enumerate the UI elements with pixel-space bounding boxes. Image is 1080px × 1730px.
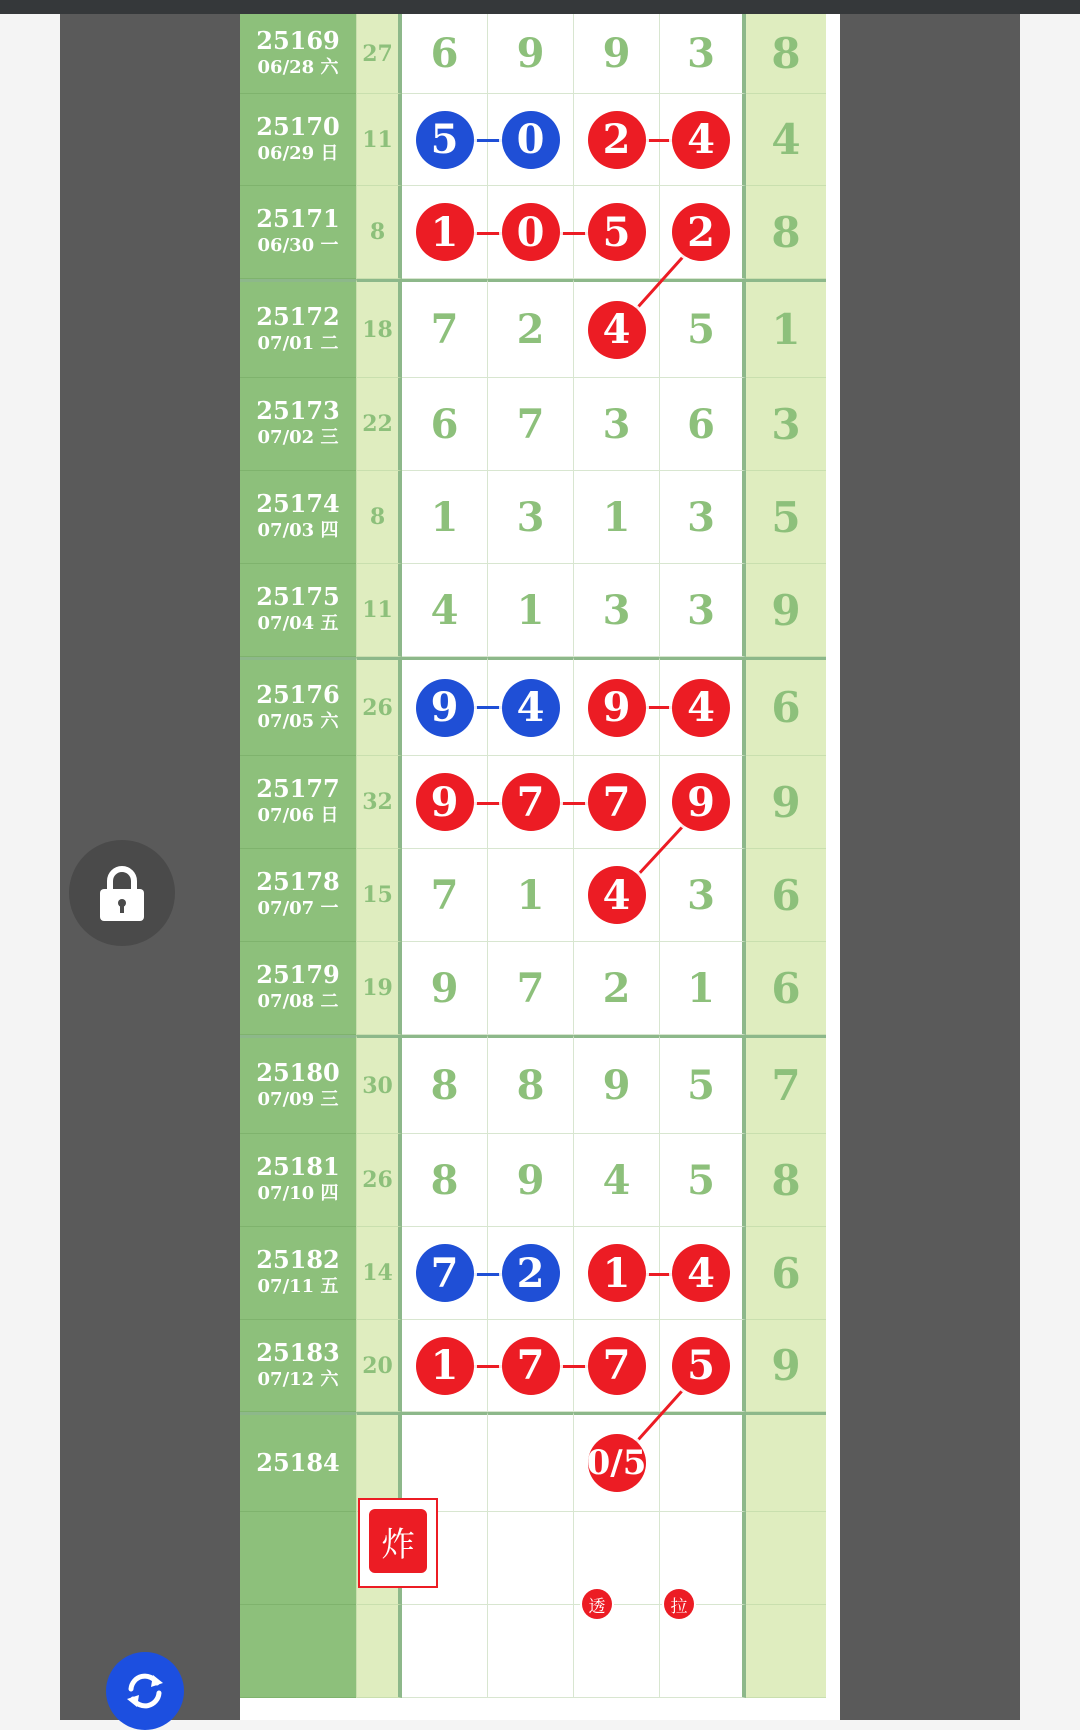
issue-number: 25173 xyxy=(256,396,340,425)
digit-cell xyxy=(402,1134,488,1227)
highlight-ball: 7 xyxy=(588,1337,646,1395)
link-line xyxy=(560,1365,588,1368)
draw-row xyxy=(240,378,840,471)
draw-row xyxy=(240,942,840,1035)
digit-cell xyxy=(660,657,746,756)
digit-cell xyxy=(574,1134,660,1227)
tail-cell: 8 xyxy=(746,14,826,94)
issue-cell xyxy=(240,1320,356,1412)
issue-cell xyxy=(240,1412,356,1512)
bomb-label: 炸 xyxy=(369,1509,427,1573)
digit-cell xyxy=(488,1512,574,1605)
digit: 3 xyxy=(516,493,545,541)
link-line xyxy=(560,802,588,805)
digit: 2 xyxy=(516,306,545,353)
draw-row xyxy=(240,756,840,849)
digit: 4 xyxy=(602,1156,631,1204)
digit-cell xyxy=(488,849,574,942)
top-status-bar xyxy=(0,0,1080,14)
link-line xyxy=(474,1365,502,1368)
issue-number: 25183 xyxy=(256,1337,340,1367)
sum-cell: 8 xyxy=(356,186,402,279)
highlight-ball: 4 xyxy=(588,301,646,359)
digit-cell xyxy=(402,942,488,1035)
highlight-ball: 2 xyxy=(502,1244,560,1302)
issue-number: 25184 xyxy=(256,1448,340,1477)
digit: 1 xyxy=(602,493,631,541)
digit: 8 xyxy=(430,1062,459,1109)
sum-cell: 18 xyxy=(356,279,402,378)
link-line xyxy=(474,232,502,235)
digit: 1 xyxy=(687,964,715,1012)
digit-cell xyxy=(488,1412,574,1512)
highlight-ball: 7 xyxy=(416,1244,474,1302)
link-line xyxy=(474,1273,502,1276)
highlight-ball: 4 xyxy=(672,679,730,737)
issue-number: 25171 xyxy=(256,204,340,233)
sum-cell xyxy=(356,1412,402,1512)
digit-cell xyxy=(488,564,574,657)
draw-row xyxy=(240,564,840,657)
digit: 1 xyxy=(430,493,459,541)
digit: 4 xyxy=(430,586,459,634)
digit: 6 xyxy=(430,400,459,448)
digit: 5 xyxy=(687,1062,715,1109)
issue-date: 07/09 三 xyxy=(257,1088,339,1110)
issue-number: 25176 xyxy=(256,679,340,709)
digit: 9 xyxy=(602,30,631,77)
draw-row xyxy=(240,849,840,942)
digit: 5 xyxy=(687,1156,715,1204)
digit-cell xyxy=(660,378,746,471)
lock-icon xyxy=(96,863,148,923)
digit: 3 xyxy=(687,30,715,77)
issue-number: 25181 xyxy=(256,1152,340,1181)
issue-cell xyxy=(240,94,356,186)
issue-date: 07/11 五 xyxy=(257,1276,339,1297)
issue-date: 07/01 二 xyxy=(257,332,339,354)
digit: 8 xyxy=(516,1062,545,1109)
sum-cell: 27 xyxy=(356,14,402,94)
issue-number: 25169 xyxy=(256,25,340,55)
tail-cell: 1 xyxy=(746,279,826,378)
highlight-ball: 0 xyxy=(502,203,560,261)
sum-cell: 14 xyxy=(356,1227,402,1320)
tail-cell xyxy=(746,1412,826,1512)
digit-cell xyxy=(488,1134,574,1227)
digit-cell xyxy=(574,471,660,564)
issue-date: 07/08 二 xyxy=(257,991,339,1012)
draw-row xyxy=(240,1227,840,1320)
digit: 9 xyxy=(516,30,545,77)
issue-number: 25178 xyxy=(256,867,340,896)
tail-cell: 6 xyxy=(746,942,826,1035)
digit: 7 xyxy=(516,964,545,1012)
tail-cell xyxy=(746,1512,826,1605)
link-line xyxy=(646,706,674,709)
issue-cell xyxy=(240,378,356,471)
sum-cell: 11 xyxy=(356,564,402,657)
draw-row xyxy=(240,14,840,94)
digit: 1 xyxy=(516,586,545,634)
issue-number: 25174 xyxy=(256,489,340,518)
link-line xyxy=(646,1273,674,1276)
digit-cell xyxy=(574,1605,660,1698)
digit-cell xyxy=(488,942,574,1035)
digit-cell xyxy=(402,1035,488,1134)
draw-row xyxy=(240,657,840,756)
digit-cell xyxy=(660,14,746,94)
issue-date: 06/30 一 xyxy=(257,235,339,256)
draw-row xyxy=(240,1320,840,1412)
digit: 3 xyxy=(687,871,715,919)
highlight-ball: 5 xyxy=(588,203,646,261)
highlight-ball: 4 xyxy=(672,1244,730,1302)
digit: 7 xyxy=(430,871,459,919)
digit-cell xyxy=(660,1035,746,1134)
issue-date: 06/28 六 xyxy=(257,56,339,78)
link-line xyxy=(646,139,674,142)
digit-cell xyxy=(402,471,488,564)
issue-cell xyxy=(240,756,356,849)
highlight-ball: 7 xyxy=(588,773,646,831)
digit-cell xyxy=(574,564,660,657)
issue-cell xyxy=(240,564,356,657)
highlight-ball: 9 xyxy=(416,773,474,831)
issue-date: 07/07 一 xyxy=(257,898,339,919)
sum-cell: 26 xyxy=(356,1134,402,1227)
lock-button[interactable] xyxy=(69,840,175,946)
digit: 5 xyxy=(687,306,715,353)
issue-number: 25179 xyxy=(256,960,340,989)
digit-cell xyxy=(660,564,746,657)
highlight-ball: 7 xyxy=(502,773,560,831)
digit: 1 xyxy=(516,871,545,919)
tail-cell: 8 xyxy=(746,1134,826,1227)
highlight-ball: 1 xyxy=(588,1244,646,1302)
sum-cell: 32 xyxy=(356,756,402,849)
digit-cell xyxy=(488,14,574,94)
draw-row xyxy=(240,1512,840,1605)
sum-cell: 20 xyxy=(356,1320,402,1412)
digit: 9 xyxy=(602,1062,631,1109)
tail-cell: 4 xyxy=(746,94,826,186)
issue-cell xyxy=(240,1227,356,1320)
draw-row xyxy=(240,1134,840,1227)
highlight-ball: 4 xyxy=(588,866,646,924)
digit-cell xyxy=(660,942,746,1035)
digit: 3 xyxy=(687,493,715,541)
digit-cell xyxy=(574,1035,660,1134)
trend-chart-board xyxy=(240,14,840,1720)
highlight-ball: 1 xyxy=(416,1337,474,1395)
tail-cell: 7 xyxy=(746,1035,826,1134)
highlight-ball: 5 xyxy=(416,111,474,169)
issue-number: 25180 xyxy=(256,1057,340,1087)
draw-row xyxy=(240,94,840,186)
la-tag[interactable]: 拉 xyxy=(664,1589,694,1619)
issue-date: 07/05 六 xyxy=(257,710,339,732)
issue-date: 07/04 五 xyxy=(257,613,339,634)
link-line xyxy=(560,232,588,235)
highlight-ball: 0 xyxy=(502,111,560,169)
tail-cell: 9 xyxy=(746,756,826,849)
digit-cell xyxy=(488,1605,574,1698)
draw-row xyxy=(240,471,840,564)
sum-cell xyxy=(356,1605,402,1698)
issue-date: 07/03 四 xyxy=(257,520,339,541)
refresh-button[interactable] xyxy=(106,1652,184,1730)
digit-cell xyxy=(660,849,746,942)
digit-cell xyxy=(402,564,488,657)
digit-cell xyxy=(660,1134,746,1227)
digit-cell xyxy=(402,378,488,471)
issue-cell xyxy=(240,1512,356,1605)
digit: 7 xyxy=(430,306,459,353)
digit: 8 xyxy=(430,1156,459,1204)
digit-cell xyxy=(660,471,746,564)
issue-date: 07/06 日 xyxy=(257,805,339,826)
sum-cell: 26 xyxy=(356,657,402,756)
tail-cell: 9 xyxy=(746,564,826,657)
prediction-ball[interactable]: 0/5 xyxy=(588,1434,646,1492)
digit-cell xyxy=(660,279,746,378)
draw-row xyxy=(240,1605,840,1698)
issue-date: 07/10 四 xyxy=(257,1183,339,1204)
draw-row xyxy=(240,279,840,378)
digit: 3 xyxy=(602,586,631,634)
highlight-ball: 7 xyxy=(502,1337,560,1395)
highlight-ball: 4 xyxy=(502,679,560,737)
issue-number: 25177 xyxy=(256,774,340,803)
tail-cell: 6 xyxy=(746,849,826,942)
digit-cell xyxy=(660,1412,746,1512)
tail-cell: 8 xyxy=(746,186,826,279)
sum-cell: 15 xyxy=(356,849,402,942)
tail-cell xyxy=(746,1605,826,1698)
digit-cell xyxy=(574,14,660,94)
tail-cell: 9 xyxy=(746,1320,826,1412)
digit-cell xyxy=(402,14,488,94)
digit-cell xyxy=(574,942,660,1035)
tail-cell: 6 xyxy=(746,657,826,756)
issue-number: 25170 xyxy=(256,111,340,141)
link-line xyxy=(474,802,502,805)
highlight-ball: 9 xyxy=(588,679,646,737)
tail-cell: 6 xyxy=(746,1227,826,1320)
issue-cell xyxy=(240,1035,356,1134)
highlight-ball: 5 xyxy=(672,1337,730,1395)
tail-cell: 5 xyxy=(746,471,826,564)
digit-cell xyxy=(402,849,488,942)
issue-cell xyxy=(240,657,356,756)
sum-cell: 22 xyxy=(356,378,402,471)
digit-cell xyxy=(574,378,660,471)
sum-cell: 30 xyxy=(356,1035,402,1134)
link-line xyxy=(474,139,502,142)
highlight-ball: 4 xyxy=(672,111,730,169)
digit-cell xyxy=(660,1605,746,1698)
issue-date: 07/12 六 xyxy=(257,1368,339,1390)
highlight-ball: 9 xyxy=(416,679,474,737)
issue-cell xyxy=(240,471,356,564)
bomb-marker[interactable] xyxy=(358,1498,438,1588)
issue-number: 25175 xyxy=(256,582,340,611)
issue-cell xyxy=(240,14,356,94)
digit: 6 xyxy=(430,30,459,77)
highlight-ball: 2 xyxy=(672,203,730,261)
highlight-ball: 1 xyxy=(416,203,474,261)
sum-cell: 11 xyxy=(356,94,402,186)
digit-cell xyxy=(660,94,746,186)
issue-cell xyxy=(240,942,356,1035)
digit: 9 xyxy=(516,1156,545,1204)
refresh-icon xyxy=(123,1669,167,1713)
draw-row xyxy=(240,186,840,279)
issue-cell xyxy=(240,1605,356,1698)
prediction-row xyxy=(240,1412,840,1512)
link-line xyxy=(474,706,502,709)
digit-cell xyxy=(488,1035,574,1134)
issue-cell xyxy=(240,186,356,279)
draw-row xyxy=(240,1035,840,1134)
digit-cell xyxy=(402,1605,488,1698)
digit-cell xyxy=(488,471,574,564)
digit: 9 xyxy=(430,964,459,1012)
sum-cell: 19 xyxy=(356,942,402,1035)
tou-tag[interactable]: 透 xyxy=(582,1589,612,1619)
digit-cell xyxy=(402,279,488,378)
digit: 7 xyxy=(516,400,545,448)
digit-cell xyxy=(660,1227,746,1320)
issue-cell xyxy=(240,849,356,942)
digit-cell xyxy=(488,279,574,378)
sum-cell: 8 xyxy=(356,471,402,564)
digit-cell xyxy=(574,1512,660,1605)
tail-cell: 3 xyxy=(746,378,826,471)
digit: 3 xyxy=(687,586,715,634)
issue-date: 06/29 日 xyxy=(257,142,339,164)
highlight-ball: 2 xyxy=(588,111,646,169)
digit: 6 xyxy=(687,400,715,448)
highlight-ball: 9 xyxy=(672,773,730,831)
digit-cell xyxy=(488,378,574,471)
digit-cell xyxy=(402,1412,488,1512)
issue-cell xyxy=(240,1134,356,1227)
issue-number: 25182 xyxy=(256,1245,340,1274)
issue-date: 07/02 三 xyxy=(257,427,339,448)
digit: 3 xyxy=(602,400,631,448)
digit: 2 xyxy=(602,964,631,1012)
issue-cell xyxy=(240,279,356,378)
issue-number: 25172 xyxy=(256,301,340,331)
